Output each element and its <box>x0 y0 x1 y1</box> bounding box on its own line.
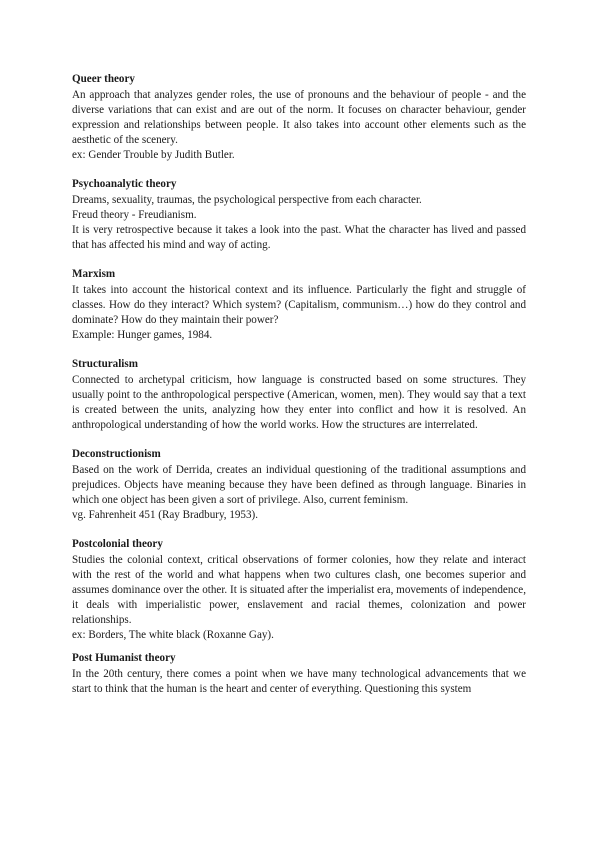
paragraph: ex: Gender Trouble by Judith Butler. <box>72 149 235 161</box>
section-postcolonial-theory <box>72 537 526 643</box>
section-queer-theory <box>72 72 526 163</box>
section-structuralism <box>72 357 526 433</box>
paragraph: Based on the work of Derrida, creates an individual questioning of the traditional assumptions and prejudices. Objects have meaning because they have been defined as through language. Binaries in which one object has been given a sort of privilege. Also, current feminism. <box>72 464 526 506</box>
section-heading: Marxism <box>72 268 116 280</box>
section-heading: Post Humanist theory <box>72 652 176 664</box>
paragraph: vg. Fahrenheit 451 (Ray Bradbury, 1953). <box>72 509 258 521</box>
paragraph: ex: Borders, The white black (Roxanne Gay). <box>72 629 274 641</box>
paragraph: It takes into account the historical context and its influence. Particularly the fight and struggle of classes. How do they interact? Which system? (Capitalism, communism…) how do they control and dominate? How do they maintain their power? <box>72 284 526 326</box>
section-psychoanalytic-theory <box>72 177 526 253</box>
paragraph: Dreams, sexuality, traumas, the psychological perspective from each character. <box>72 194 422 206</box>
section-heading: Postcolonial theory <box>72 538 163 550</box>
section-heading: Structuralism <box>72 358 138 370</box>
section-heading: Queer theory <box>72 73 135 85</box>
section-heading: Psychoanalytic theory <box>72 178 177 190</box>
section-marxism <box>72 267 526 343</box>
section-post-humanist-theory <box>72 651 526 697</box>
section-deconstructionism <box>72 447 526 523</box>
section-heading: Deconstructionism <box>72 448 161 460</box>
paragraph: Example: Hunger games, 1984. <box>72 329 213 341</box>
paragraph: Freud theory - Freudianism. <box>72 209 197 221</box>
paragraph: In the 20th century, there comes a point when we have many technological advancements that we start to think that the human is the heart and center of everything. Questioning this system <box>72 668 526 695</box>
paragraph: Connected to archetypal criticism, how language is constructed based on some structures. They usually point to the anthropological perspective (American, women, men). They would say that a text is created between the units, analyzing how they enter into conflict and how it is resolved. An anthropological understanding of how the world works. How the structures are interrelated. <box>72 374 526 431</box>
paragraph: It is very retrospective because it takes a look into the past. What the character has lived and passed that has affected his mind and way of acting. <box>72 224 526 251</box>
paragraph: An approach that analyzes gender roles, the use of pronouns and the behaviour of people - and the diverse variations that can exist and are out of the norm. It focuses on character behaviour, gender expression and relationships between people. It also takes into account other elements such as the aesthetic of the scenery. <box>72 89 526 146</box>
paragraph: Studies the colonial context, critical observations of former colonies, how they relate and interact with the rest of the world and what happens when two cultures clash, one becomes superior and assumes dominance over the other. It is situated after the imperialist era, movements of independence, it deals with imperialistic power, enslavement and racial themes, colonization and power relationships. <box>72 554 526 626</box>
document-page <box>72 72 526 711</box>
